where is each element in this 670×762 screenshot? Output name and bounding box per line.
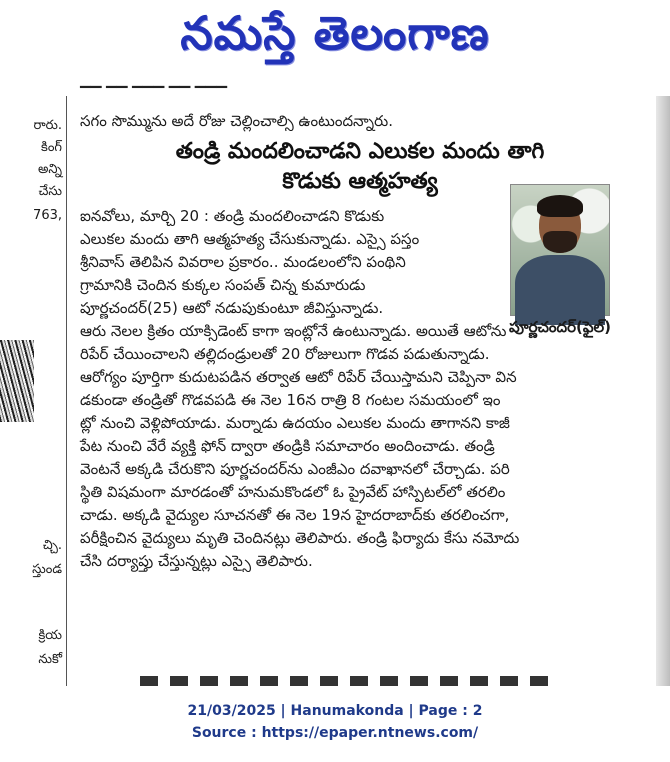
news-article: [80, 110, 640, 573]
left-column-photo: [0, 340, 34, 422]
left-column-text-fragment: నుకో: [38, 652, 62, 667]
headline-line-1: తండ్రి మందలించాడని ఎలుకల మందు తాగి: [175, 139, 545, 164]
article-body-line: డకుండా తండ్రితో గొడవపడి ఈ నెల 16న రాత్రి 8 గంటల సమయంలో ఇం: [80, 391, 501, 409]
newspaper-clipping: [0, 87, 670, 686]
article-body-line: ఆరు నెలల క్రితం యాక్సిడెంట్ కాగా ఇంట్లోనే ఉంటున్నాడు. అయితే ఆటోను: [80, 322, 507, 340]
headline-line-2: కొడుకు ఆత్మహత్య: [282, 169, 438, 194]
article-body-line: గ్రామానికి చెందిన కుక్కల సంపత్ చిన్న కుమారుడు: [80, 276, 366, 294]
article-body-line: ఎలుకల మందు తాగి ఆత్మహత్య చేసుకున్నాడు. ఎస్సై పస్తం: [80, 230, 420, 248]
portrait-photo: [510, 184, 610, 316]
masthead: [0, 0, 670, 78]
article-body-line: స్థితి విషమంగా మారడంతో హనుమకొండలో ఓ ప్రైవేట్ హాస్పిటల్‌లో తరలిం: [80, 483, 506, 501]
right-column-edge: [656, 96, 670, 686]
article-body-line: చేసి దర్యాప్తు చేస్తున్నట్లు ఎస్సై తెలిపారు.: [80, 552, 313, 570]
photo-caption: పూర్ణచందర్(ఫైల్): [508, 318, 612, 336]
previous-article-top-fragment: ▔▔ ▔▔ ▔▔▔ ▔▔ ▔▔▔: [80, 87, 227, 103]
photo-hair: [537, 195, 583, 217]
left-column-text-fragment: అన్ని: [38, 162, 62, 177]
next-article-cut-headline: [140, 676, 560, 686]
left-column-text-fragment: స్తుండ: [32, 562, 62, 577]
left-column-text-fragment: చ్చి.: [42, 538, 62, 553]
article-body-line: వెంటనే అక్కడి చేరుకొని పూర్ణచందర్‌ను ఎంజీఎం దవాఖానలో చేర్చాడు. పరి: [80, 460, 510, 478]
left-column-text-fragment: రారు.: [33, 118, 62, 133]
left-column-text-fragment: చేసు: [38, 184, 62, 199]
footer-source: Source : https://epaper.ntnews.com/: [191, 725, 479, 741]
left-column-text-fragment: కింగ్: [41, 140, 62, 155]
left-column-fragment: [0, 96, 62, 686]
article-body-line: రిపేర్ చేయించాలని తల్లిదండ్రులతో 20 రోజులుగా గొడవ పడుతున్నాడు.: [80, 345, 490, 363]
photo-beard: [543, 231, 577, 253]
photo-shirt: [515, 255, 605, 325]
previous-article-cut-line: [80, 87, 640, 110]
previous-article-last-line: సగం సొమ్మును అదే రోజు చెల్లించాల్సి ఉంటుందన్నారు.: [80, 112, 393, 130]
footer-date-edition-page: 21/03/2025 | Hanumakonda | Page : 2: [187, 703, 483, 719]
column-divider: [66, 96, 67, 686]
article-body-line: పరీక్షించిన వైద్యులు మృతి చెందినట్లు తెలిపారు. తండ్రి ఫిర్యాదు కేసు నమోదు: [80, 529, 520, 547]
left-column-text-fragment: 763,: [33, 208, 62, 223]
article-body-line: ట్లో నుంచి వెళ్లిపోయాడు. మర్నాడు ఉదయం ఎలుకల మందు తాగానని కాజీ: [80, 414, 510, 432]
article-body-line: శ్రీనివాస్ తెలిపిన వివరాల ప్రకారం.. మండలంలోని పంథిని: [80, 253, 406, 271]
newspaper-logo-title: నమస్తే తెలంగాణ: [180, 6, 490, 60]
article-body-line: పేట నుంచి వేరే వ్యక్తి ఫోన్ ద్వారా తండ్రికి సమాచారం అందించాడు. తండ్రి: [80, 437, 495, 455]
clipping-footer: [0, 700, 670, 744]
article-body-line: పూర్ణచందర్(25) ఆటో నడుపుకుంటూ జీవిస్తున్నాడు.: [80, 299, 384, 317]
article-body-line: ఐనవోలు, మార్చి 20 : తండ్రి మందలించాడని కొడుకు: [80, 207, 385, 225]
article-body-line: ఆరోగ్యం పూర్తిగా కుదుటపడిన తర్వాత ఆటో రిపేర్ చేయిస్తామని చెప్పినా విన: [80, 368, 517, 386]
article-body-line: చాడు. అక్కడి వైద్యుల సూచనతో ఈ నెల 19న హైదరాబాద్‌కు తరలించగా,: [80, 506, 510, 524]
left-column-text-fragment: క్రియ: [38, 628, 62, 643]
article-body-full: [80, 320, 640, 573]
